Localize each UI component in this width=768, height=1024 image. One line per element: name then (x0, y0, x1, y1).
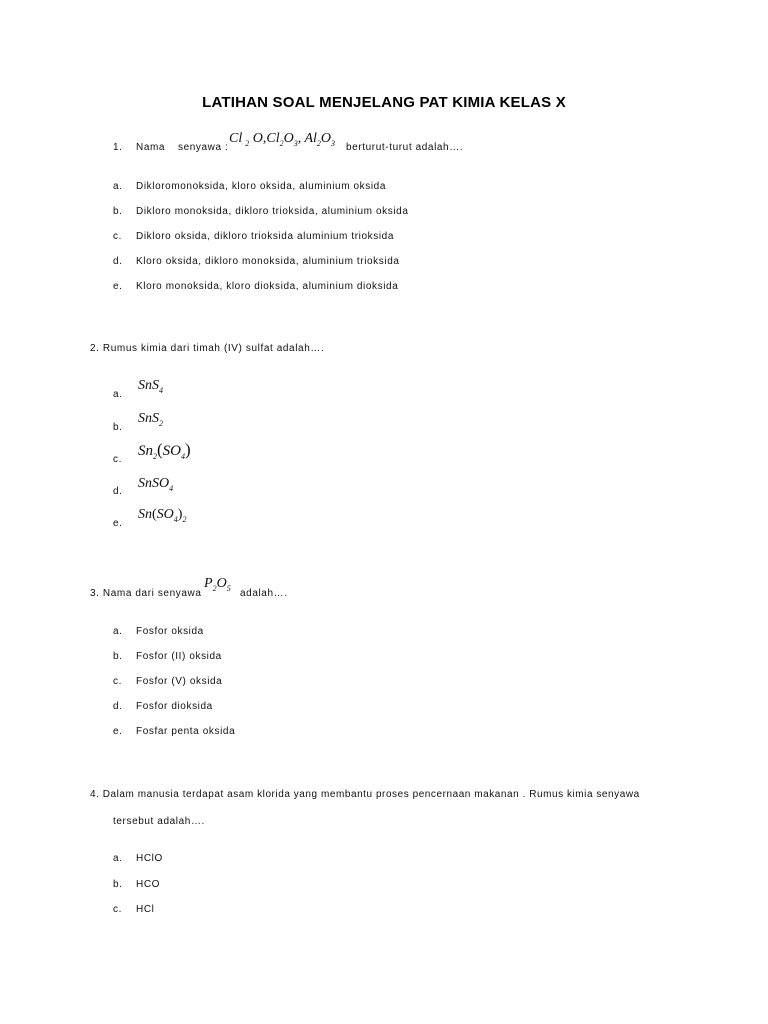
q1-option-text: Dikloro oksida, dikloro trioksida aluminium trioksida (136, 231, 394, 242)
q3-option-letter: a. (113, 626, 123, 637)
q2-option-letter: e. (113, 518, 123, 529)
q3-option-text: Fosfar penta oksida (136, 726, 236, 737)
q3-option-letter: d. (113, 701, 123, 712)
q1-tail: berturut-turut adalah…. (346, 142, 464, 153)
q1-option-text: Kloro oksida, dikloro monoksida, aluminium trioksida (136, 256, 400, 267)
q2-option-formula: SnS$_2$ (138, 411, 163, 428)
q2-option-formula: SnS$_4$ (138, 378, 163, 395)
q4-line2: tersebut adalah…. (113, 816, 205, 827)
q3-option-text: Fosfor (V) oksida (136, 676, 223, 687)
q3-option-letter: e. (113, 726, 123, 737)
q2-text: 2. Rumus kimia dari timah (IV) sulfat adalah…. (90, 343, 325, 354)
q2-option-formula: $Sn_2(SO_4)$ (138, 440, 191, 461)
q1-option-text: Dikloromonoksida, kloro oksida, aluminium oksida (136, 181, 387, 192)
q2-option-formula: SnSO$_4$ (138, 476, 174, 493)
q1-option-text: Dikloro monoksida, dikloro trioksida, aluminium oksida (136, 206, 409, 217)
q3-prefix: 3. Nama dari senyawa (90, 588, 202, 599)
q1-word-senyawa: senyawa : (178, 142, 229, 153)
q3-option-text: Fosfor (II) oksida (136, 651, 222, 662)
q4-option-letter: c. (113, 904, 122, 915)
q1-formula: Cl $_2$ $O,Cl_2O_3$, $Al_2O_3$ (229, 131, 336, 148)
page-title: LATIHAN SOAL MENJELANG PAT KIMIA KELAS X (202, 94, 566, 111)
q4-option-letter: b. (113, 879, 123, 890)
q1-option-letter: a. (113, 181, 123, 192)
q2-option-letter: d. (113, 486, 123, 497)
q1-option-letter: c. (113, 231, 122, 242)
q4-option-letter: a. (113, 853, 123, 864)
q1-number: 1. (113, 142, 123, 153)
q2-option-formula: $Sn(SO_4)_2$ (138, 507, 187, 524)
q4-option-text: HCO (136, 879, 161, 890)
q1-option-letter: b. (113, 206, 123, 217)
q1-option-text: Kloro monoksida, kloro dioksida, aluminium dioksida (136, 281, 399, 292)
q3-option-text: Fosfor dioksida (136, 701, 213, 712)
q2-option-letter: a. (113, 389, 123, 400)
q1-word-nama: Nama (136, 142, 166, 153)
q2-option-letter: b. (113, 422, 123, 433)
q3-suffix: adalah…. (240, 588, 288, 599)
q3-option-letter: b. (113, 651, 123, 662)
q4-option-text: HCl (136, 904, 155, 915)
q3-option-text: Fosfor oksida (136, 626, 204, 637)
q1-option-letter: d. (113, 256, 123, 267)
q2-option-letter: c. (113, 454, 122, 465)
q4-option-text: HClO (136, 853, 163, 864)
q1-option-letter: e. (113, 281, 123, 292)
q3-formula: $P_2O_5$ (204, 576, 231, 593)
q4-line1: 4. Dalam manusia terdapat asam klorida yang membantu proses pencernaan makanan . Rumus kimia senyawa (90, 789, 640, 800)
q3-option-letter: c. (113, 676, 122, 687)
